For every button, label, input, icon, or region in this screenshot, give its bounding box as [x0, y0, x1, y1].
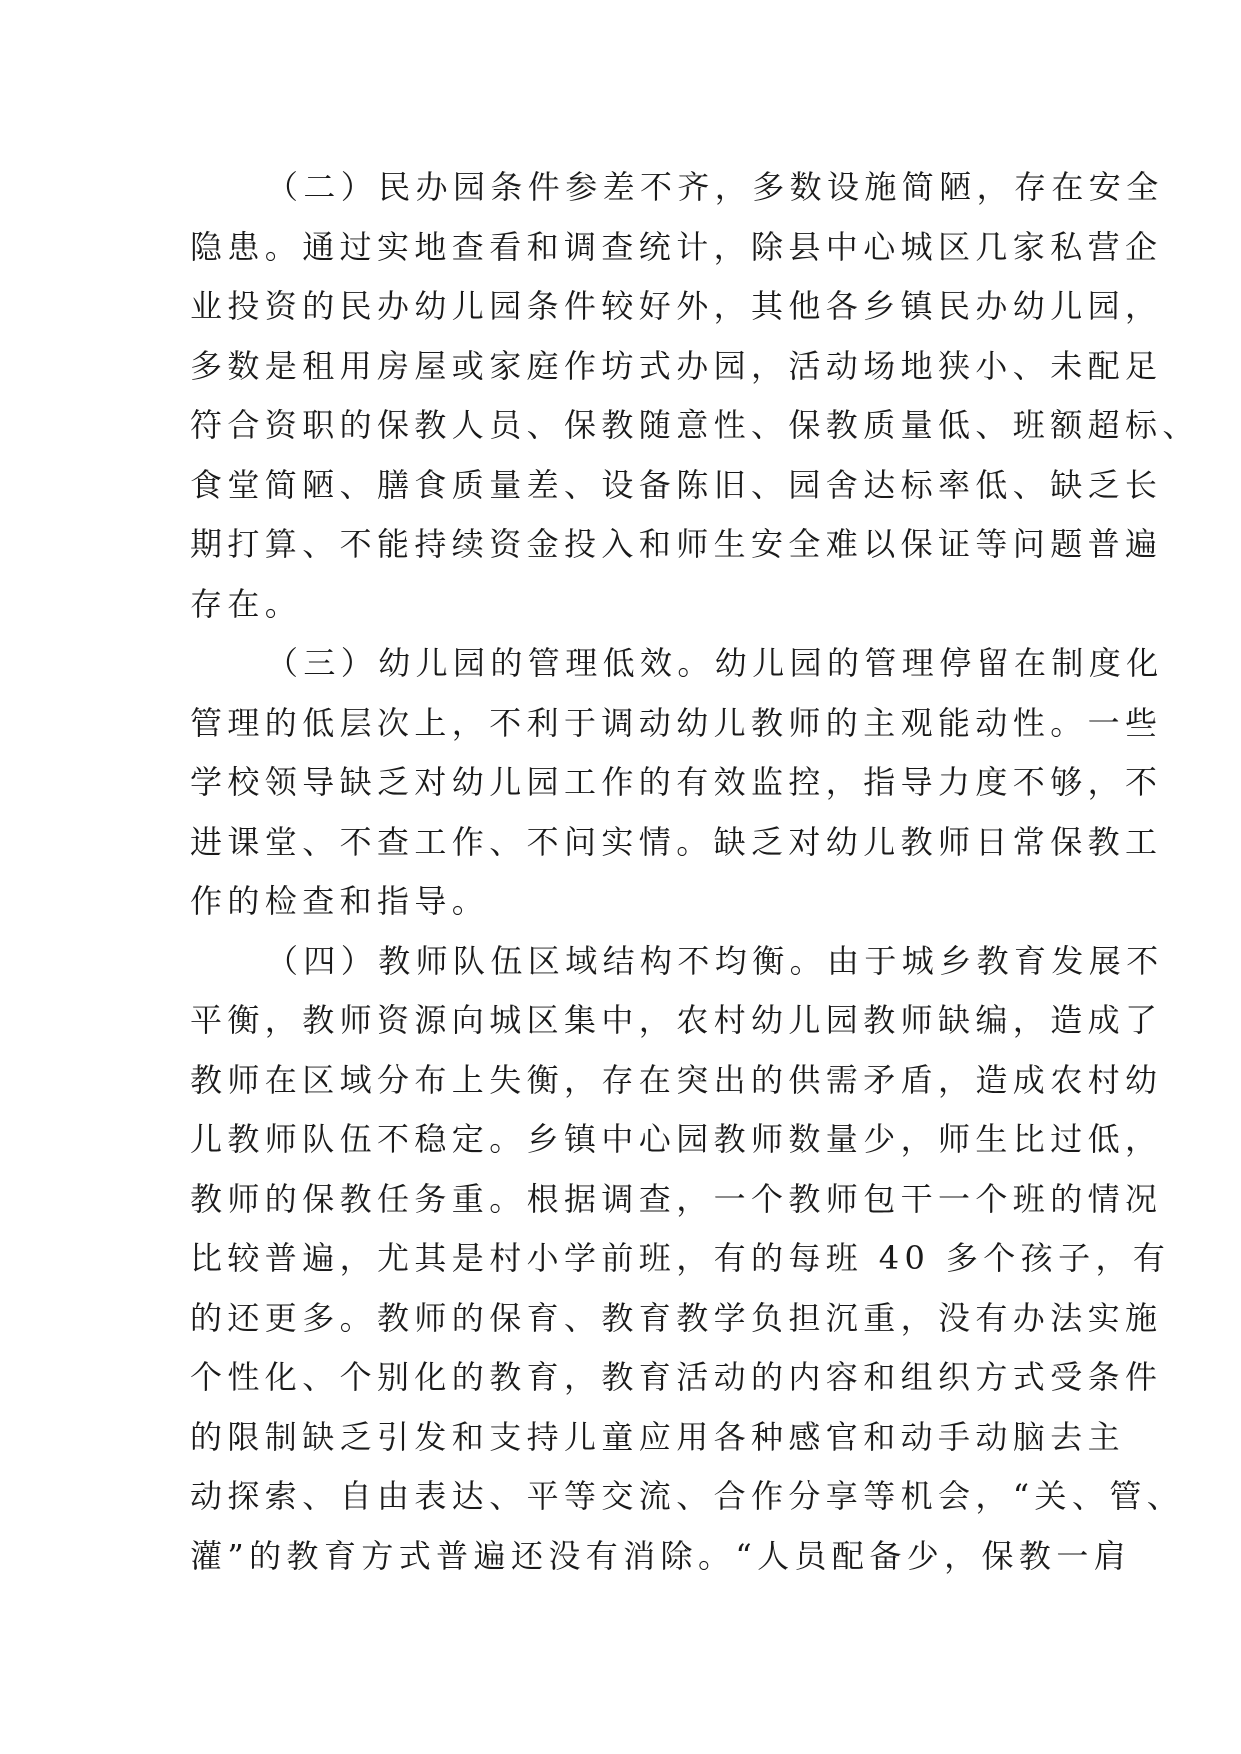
text-line: 比较普遍，尤其是村小学前班，有的每班 40 多个孩子，有 — [190, 1239, 1171, 1277]
text-line: 学校领导缺乏对幼儿园工作的有效监控，指导力度不够，不 — [190, 763, 1163, 801]
text-line: 的还更多。教师的保育、教育教学负担沉重，没有办法实施 — [190, 1298, 1163, 1337]
text-line: 期打算、不能持续资金投入和师生安全难以保证等问题普遍 — [190, 525, 1163, 563]
text-line: 业投资的民办幼儿园条件较好外，其他各乡镇民办幼儿园， — [190, 287, 1163, 325]
text-line: 食堂简陋、膳食质量差、设备陈旧、园舍达标率低、缺乏长 — [190, 465, 1163, 504]
paragraph-2 — [190, 158, 1200, 634]
text-line: 的限制缺乏引发和支持儿童应用各种感官和动手动脑去主 — [190, 1417, 1126, 1456]
text-line: 管理的低层次上，不利于调动幼儿教师的主观能动性。一些 — [190, 703, 1163, 742]
text-line: 教师在区域分布上失衡，存在突出的供需矛盾，造成农村幼 — [190, 1060, 1163, 1099]
text-line: 儿教师队伍不稳定。乡镇中心园教师数量少，师生比过低， — [190, 1120, 1163, 1158]
text-line: 灌”的教育方式普遍还没有消除。“人员配备少，保教一肩 — [190, 1536, 1132, 1575]
text-line: 符合资职的保教人员、保教随意性、保教质量低、班额超标、 — [190, 406, 1200, 444]
text-line: （四）教师队伍区域结构不均衡。由于城乡教育发展不 — [266, 941, 1164, 980]
text-line: 隐患。通过实地查看和调查统计，除县中心城区几家私营企 — [190, 227, 1163, 266]
text-line: 平衡，教师资源向城区集中，农村幼儿园教师缺编，造成了 — [190, 1001, 1163, 1039]
text-line: （三）幼儿园的管理低效。幼儿园的管理停留在制度化 — [266, 644, 1164, 682]
text-line: 个性化、个别化的教育，教育活动的内容和组织方式受条件 — [190, 1358, 1163, 1396]
document-body — [190, 158, 1200, 1586]
text-line: （二）民办园条件参差不齐，多数设施简陋，存在安全 — [266, 168, 1164, 206]
text-line: 进课堂、不查工作、不问实情。缺乏对幼儿教师日常保教工 — [190, 822, 1163, 861]
text-line: 存在。 — [190, 584, 303, 623]
text-line: 多数是租用房屋或家庭作坊式办园，活动场地狭小、未配足 — [190, 346, 1163, 385]
text-line: 动探索、自由表达、平等交流、合作分享等机会，“关、管、 — [190, 1477, 1185, 1515]
text-line: 教师的保教任务重。根据调查，一个教师包干一个班的情况 — [190, 1179, 1163, 1218]
text-line: 作的检查和指导。 — [190, 882, 490, 920]
paragraph-4 — [190, 932, 1185, 1587]
paragraph-3 — [190, 634, 1164, 932]
